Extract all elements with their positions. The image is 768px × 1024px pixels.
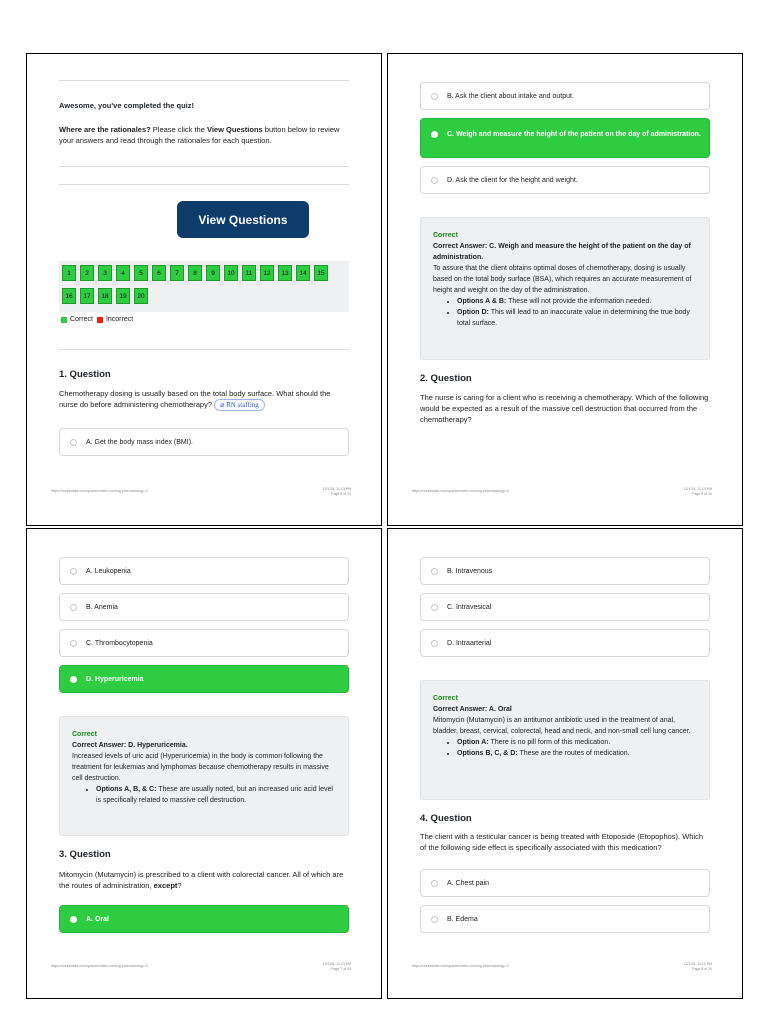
bullet-label: Option D:: [457, 309, 489, 316]
bullet: [96, 784, 336, 806]
option-label: D. Hyperuricemia: [86, 675, 144, 683]
footer-date: [323, 962, 351, 971]
radio-icon: [431, 568, 438, 575]
radio-icon: [431, 916, 438, 923]
radio-icon: [70, 604, 77, 611]
question-1-body: Chemotherapy dosing is usually based on the total body surface. What should the nurse do before administering chemotherapy?: [59, 389, 331, 409]
bullet-text: These will not provide the information needed.: [506, 298, 652, 305]
question-1-text: [59, 388, 349, 411]
footer-date-text: 12/1/24, 11:13 PM: [683, 962, 712, 966]
option-label: A. Chest pain: [447, 879, 490, 887]
divider: [59, 80, 349, 81]
footer-url: https://nurseslabs.com/quizzes/nclex-nursing-pharmacology-1/: [412, 964, 509, 968]
question-number-9[interactable]: 9: [206, 265, 220, 281]
option-d-selected[interactable]: [59, 665, 349, 693]
question-number-2[interactable]: 2: [80, 265, 94, 281]
explanation: Increased levels of uric acid (Hyperuricemia) in the body is common following the treatment for leukemias and lymphomas because chemotherapy results in massive cell destruction.: [72, 753, 329, 782]
page-2: [387, 53, 743, 526]
check-icon: [431, 131, 438, 138]
quiz-complete-message: Awesome, you've completed the quiz!: [59, 101, 195, 110]
question-number-18[interactable]: 18: [98, 288, 112, 304]
correct-answer: Correct Answer: A. Oral: [433, 706, 512, 713]
question-number-3[interactable]: 3: [98, 265, 112, 281]
option-label: B. Ask the client about intake and output.: [447, 92, 574, 100]
footer-page: Page 7 of 24: [331, 966, 351, 971]
option-label: B. Anemia: [86, 603, 118, 611]
option-c[interactable]: [59, 629, 349, 657]
bullet: [457, 307, 697, 329]
option-b[interactable]: [59, 593, 349, 621]
divider: [59, 184, 349, 185]
question-4-text: The client with a testicular cancer is being treated with Etoposide (Etopophos). Which of the following side effect is specifically associated with this medication?: [420, 832, 704, 852]
footer-page: Page 8 of 24: [692, 966, 712, 971]
explanation: To assure that the client obtains optimal doses of chemotherapy, dosing is usually based on the total body surface (BSA), which requires an accurate measurement of height and weight on the day of the administration.: [433, 265, 692, 294]
question-3-body: Mitomycin (Mutamycin) is prescribed to a client with colorectal cancer. All of which are the routes of administration,: [59, 870, 344, 890]
instruction-view-label: View Questions: [206, 125, 263, 134]
legend-incorrect-label: Incorrect: [105, 316, 134, 323]
correct-answer: Correct Answer: D. Hyperuricemia.: [72, 742, 188, 749]
question-number-20[interactable]: 20: [134, 288, 148, 304]
option-label: B. Edema: [447, 915, 478, 923]
legend-correct-label: Correct: [70, 316, 93, 323]
rationale-box: [420, 217, 710, 360]
question-number-7[interactable]: 7: [170, 265, 184, 281]
footer-date-text: 12/1/24, 11:13 PM: [322, 962, 351, 966]
divider: [59, 166, 349, 167]
radio-icon: [431, 880, 438, 887]
option-a-selected[interactable]: [59, 905, 349, 933]
question-number-6[interactable]: 6: [152, 265, 166, 281]
option-c[interactable]: [420, 593, 710, 621]
radio-icon: [431, 177, 438, 184]
option-d[interactable]: [420, 629, 710, 657]
question-number-10[interactable]: 10: [224, 265, 238, 281]
radio-icon: [431, 640, 438, 647]
option-label: A. Oral: [86, 915, 109, 923]
radio-icon: [431, 93, 438, 100]
question-2-title: 2. Question: [420, 373, 472, 384]
page-3: [26, 528, 382, 999]
question-2-text: The nurse is caring for a client who is receiving a chemotherapy. Which of the following would be expected as a result of the massive cell destruction that occurred from the chemotherapy?: [420, 393, 709, 424]
legend-correct-swatch: [61, 317, 67, 323]
legend: [61, 316, 133, 323]
option-label: C. Weigh and measure the height of the patient on the day of administration.: [447, 131, 701, 138]
explanation-bullets: [457, 737, 697, 759]
question-number-17[interactable]: 17: [80, 288, 94, 304]
rn-staffing-label: RN staffing: [226, 401, 259, 409]
rationale-heading: Where are the rationales?: [59, 125, 151, 134]
explanation-bullets: [96, 784, 336, 806]
view-questions-button[interactable]: View Questions: [177, 201, 309, 238]
footer-url: https://nurseslabs.com/quizzes/nclex-nursing-pharmacology-1/: [412, 489, 509, 493]
question-1-title: 1. Question: [59, 369, 111, 380]
option-label: A. Leukopenia: [86, 567, 131, 575]
check-icon: [70, 916, 77, 923]
option-label: D. Ask the client for the height and weight.: [447, 176, 578, 184]
bullet-label: Option A:: [457, 739, 489, 746]
question-3-end: ?: [177, 881, 182, 890]
divider: [59, 349, 349, 350]
question-4-title: 4. Question: [420, 813, 472, 824]
footer-date-text: 12/1/24, 11:13 PM: [322, 487, 351, 491]
page-1: [26, 53, 382, 526]
bullet-label: Options B, C, & D:: [457, 750, 518, 757]
question-number-5[interactable]: 5: [134, 265, 148, 281]
question-3-text: [59, 869, 349, 891]
correct-label: Correct: [72, 731, 97, 738]
except-keyword: except: [153, 881, 178, 890]
option-label: B. Intravenous: [447, 567, 493, 575]
bullet-text: There is no pill form of this medication.: [488, 739, 611, 746]
question-number-11[interactable]: 11: [242, 265, 256, 281]
correct-answer: Correct Answer: C. Weigh and measure the height of the patient on the day of administration.: [433, 243, 691, 261]
option-label: A. Get the body mass index (BMI).: [86, 438, 193, 446]
correct-label: Correct: [433, 232, 458, 239]
question-number-14[interactable]: 14: [296, 265, 310, 281]
radio-icon: [431, 604, 438, 611]
option-label: D. Intraarterial: [447, 639, 492, 647]
bullet-text: These are the routes of medication.: [517, 750, 630, 757]
footer-url: https://nurseslabs.com/quizzes/nclex-nursing-pharmacology-1/: [51, 964, 148, 968]
bullet-text: This will lead to an inaccurate value in determining the true body total surface.: [457, 309, 690, 327]
question-number-4[interactable]: 4: [116, 265, 130, 281]
page-4: [387, 528, 743, 999]
radio-icon: [70, 568, 77, 575]
option-a[interactable]: [420, 869, 710, 897]
check-icon: [70, 676, 77, 683]
option-c-selected[interactable]: [420, 118, 710, 158]
question-number-1[interactable]: 1: [62, 265, 76, 281]
question-number-8[interactable]: 8: [188, 265, 202, 281]
bullet-label: Options A, B, & C:: [96, 786, 157, 793]
instruction-text: button below to review your answers and read through the rationales for each question.: [59, 125, 340, 145]
option-a[interactable]: [59, 428, 349, 456]
correct-label: Correct: [433, 695, 458, 702]
bullet: [457, 296, 697, 307]
rationale-box: [59, 716, 349, 836]
question-number-15[interactable]: 15: [314, 265, 328, 281]
bullet: [457, 748, 697, 759]
bullet: [457, 737, 697, 748]
question-number-19[interactable]: 19: [116, 288, 130, 304]
bullet-text: These are usually noted, but an increased uric acid level is specifically related to massive cell destruction.: [96, 786, 333, 804]
rn-staffing-badge[interactable]: ⌀ RN staffing: [214, 399, 265, 411]
footer-date: [684, 962, 712, 971]
footer-page: Page 5 of 24: [331, 491, 351, 496]
footer-date: [323, 487, 351, 496]
explanation-bullets: [457, 296, 697, 329]
rationale-instructions: [59, 124, 344, 146]
option-label: C. Intravesical: [447, 603, 492, 611]
bullet-label: Options A & B:: [457, 298, 507, 305]
option-b[interactable]: [420, 905, 710, 933]
option-d[interactable]: [420, 166, 710, 194]
footer-date-text: 12/1/24, 11:13 PM: [683, 487, 712, 491]
question-number-12[interactable]: 12: [260, 265, 274, 281]
footer-url: https://nurseslabs.com/quizzes/nclex-nursing-pharmacology-1/: [51, 489, 148, 493]
option-a[interactable]: [59, 557, 349, 585]
question-number-16[interactable]: 16: [62, 288, 76, 304]
footer-page: Page 6 of 24: [692, 491, 712, 496]
option-b[interactable]: [420, 557, 710, 585]
question-number-13[interactable]: 13: [278, 265, 292, 281]
option-b[interactable]: [420, 82, 710, 110]
explanation: Mitomycin (Mutamycin) is an antitumor antibiotic used in the treatment of anal, bladder, breast, cervical, colorectal, head and neck, and non-small cell lung cancer.: [433, 717, 691, 735]
radio-icon: [70, 439, 77, 446]
rationale-box: [420, 680, 710, 800]
instruction-text: Please click the: [150, 125, 207, 134]
option-label: C. Thrombocytopenia: [86, 639, 153, 647]
radio-icon: [70, 640, 77, 647]
legend-incorrect-swatch: [97, 317, 103, 323]
question-3-title: 3. Question: [59, 849, 111, 860]
footer-date: [684, 487, 712, 496]
